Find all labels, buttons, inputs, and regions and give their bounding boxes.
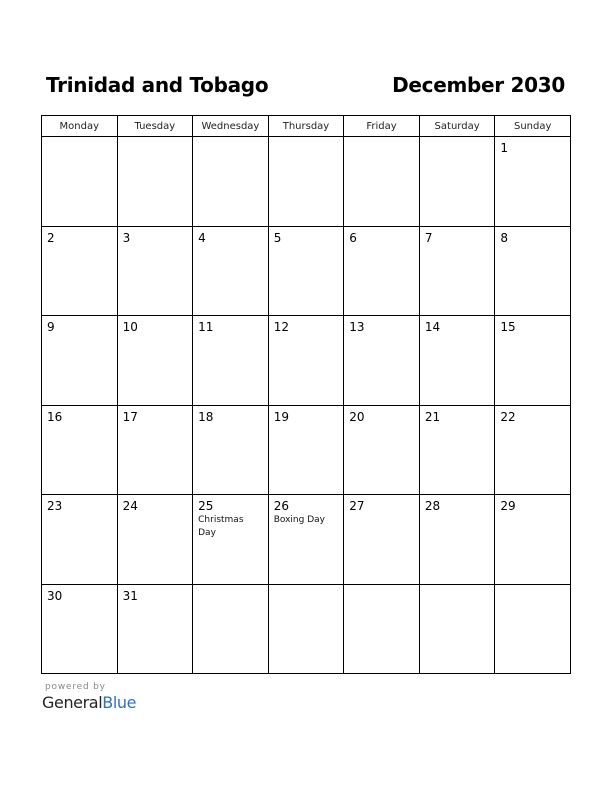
- day-cell: [193, 495, 269, 585]
- empty-day-cell: [495, 584, 571, 674]
- day-number: 2: [47, 230, 55, 245]
- day-cell: [117, 405, 193, 495]
- day-number: 25: [198, 499, 214, 513]
- weekday-sunday: Sunday: [495, 116, 571, 137]
- day-number: 4: [198, 230, 206, 245]
- day-cell: [268, 316, 344, 406]
- day-number: 24: [122, 499, 138, 513]
- day-cell: [268, 495, 344, 585]
- empty-day-cell: [268, 137, 344, 227]
- day-cell: [117, 226, 193, 316]
- empty-day-cell: [344, 584, 420, 674]
- day-number: 1: [500, 141, 509, 155]
- day-cell: [42, 495, 118, 585]
- day-cell: [419, 495, 495, 585]
- day-number: 29: [500, 499, 516, 513]
- day-cell: [344, 495, 420, 585]
- day-cell: [344, 226, 420, 316]
- day-number: 11: [198, 320, 214, 334]
- day-cell: [495, 405, 571, 495]
- weekday-monday: Monday: [42, 116, 118, 137]
- day-cell: [193, 316, 269, 406]
- empty-day-cell: [117, 137, 193, 227]
- day-cell: [42, 584, 118, 674]
- day-cell: [268, 405, 344, 495]
- day-number: 7: [424, 230, 433, 245]
- week-row: [42, 137, 571, 227]
- day-number: 20: [349, 409, 365, 424]
- empty-day-cell: [42, 137, 118, 227]
- day-cell: [419, 316, 495, 406]
- month-year-title: December 2030: [392, 73, 565, 97]
- weekday-tuesday: Tuesday: [117, 116, 193, 137]
- day-cell: [344, 405, 420, 495]
- calendar-header: [46, 70, 565, 100]
- weekday-header-row: [42, 116, 571, 137]
- day-number: 8: [500, 230, 509, 245]
- country-title: Trinidad and Tobago: [46, 73, 269, 97]
- week-row: [42, 584, 571, 674]
- week-row: [42, 405, 571, 495]
- week-row: [42, 316, 571, 406]
- day-number: 26: [273, 499, 289, 513]
- day-number: 31: [122, 588, 138, 603]
- holiday-label: Christmas Day: [198, 515, 244, 538]
- day-number: 18: [198, 409, 214, 424]
- day-number: 23: [47, 499, 63, 513]
- day-cell: [495, 226, 571, 316]
- day-cell: [117, 495, 193, 585]
- empty-day-cell: [419, 137, 495, 227]
- weekday-wednesday: Wednesday: [193, 116, 269, 137]
- day-cell: [344, 316, 420, 406]
- empty-day-cell: [193, 137, 269, 227]
- day-cell: [117, 584, 193, 674]
- day-cell: [193, 405, 269, 495]
- day-number: 30: [47, 588, 63, 603]
- day-cell: [42, 226, 118, 316]
- day-cell: [495, 137, 571, 227]
- logo-blue-text: Blue: [102, 693, 137, 712]
- generalblue-logo[interactable]: [42, 693, 136, 712]
- day-number: 17: [122, 409, 138, 424]
- day-number: 22: [500, 409, 516, 424]
- powered-by-label: powered by: [45, 682, 106, 692]
- day-number: 10: [122, 320, 138, 334]
- weekday-friday: Friday: [344, 116, 420, 137]
- footer-branding: [42, 682, 136, 712]
- day-number: 14: [424, 320, 441, 334]
- calendar-weeks: [42, 137, 571, 674]
- day-number: 12: [273, 320, 289, 334]
- day-number: 27: [349, 499, 365, 513]
- logo-general-text: General: [42, 693, 103, 712]
- weekday-thursday: Thursday: [268, 116, 344, 137]
- day-cell: [495, 316, 571, 406]
- day-number: 13: [349, 320, 365, 334]
- day-number: 3: [122, 230, 131, 245]
- day-number: 15: [500, 320, 516, 334]
- day-cell: [495, 495, 571, 585]
- day-cell: [419, 405, 495, 495]
- day-number: 28: [424, 499, 441, 513]
- weekday-saturday: Saturday: [419, 116, 495, 137]
- day-number: 19: [273, 409, 289, 424]
- empty-day-cell: [419, 584, 495, 674]
- week-row: [42, 226, 571, 316]
- empty-day-cell: [193, 584, 269, 674]
- day-cell: [419, 226, 495, 316]
- day-cell: [193, 226, 269, 316]
- day-number: 5: [273, 230, 282, 245]
- day-cell: [268, 226, 344, 316]
- empty-day-cell: [344, 137, 420, 227]
- empty-day-cell: [268, 584, 344, 674]
- day-cell: [42, 316, 118, 406]
- day-number: 21: [424, 409, 441, 424]
- holiday-label: Boxing Day: [273, 515, 325, 525]
- month-calendar: [41, 115, 571, 674]
- day-cell: [117, 316, 193, 406]
- day-number: 9: [47, 320, 55, 334]
- day-cell: [42, 405, 118, 495]
- week-row: [42, 495, 571, 585]
- day-number: 6: [349, 230, 357, 245]
- day-number: 16: [47, 409, 63, 424]
